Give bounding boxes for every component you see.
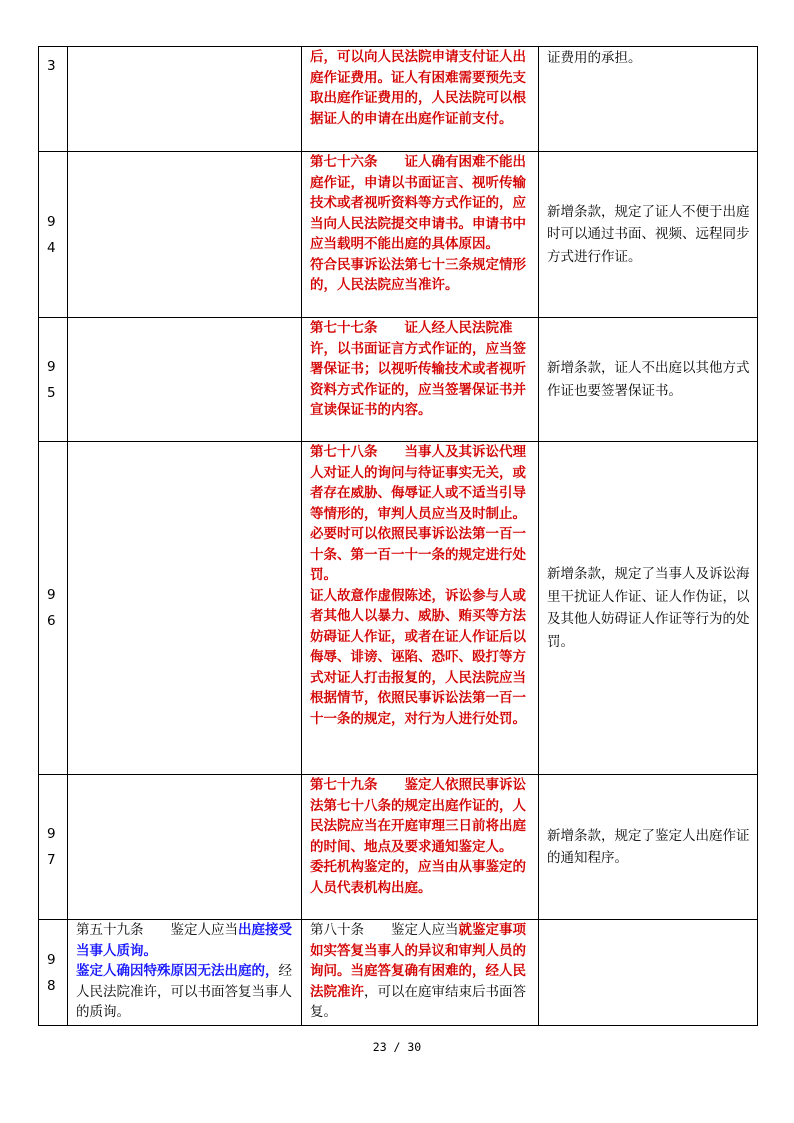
table-row bbox=[39, 442, 758, 775]
new-paragraph bbox=[310, 255, 530, 296]
table-row bbox=[39, 152, 758, 318]
change-note-cell bbox=[539, 442, 758, 775]
change-note-text: 新增条款，证人不出庭以其他方式作证也要签署保证书。 bbox=[547, 360, 750, 399]
row-number-cell bbox=[39, 318, 68, 442]
old-text-segment: 出庭接受当事人质询。 bbox=[76, 922, 292, 959]
row-number-cell bbox=[39, 775, 68, 920]
old-provision-cell bbox=[68, 47, 302, 152]
change-note-cell bbox=[539, 318, 758, 442]
old-provision-cell bbox=[68, 775, 302, 920]
new-text-segment: 第七十七条 证人经人民法院准许，以书面证言方式作证的，应当签署保证书；以视听传输技术或者视听资料方式作证的，应当签署保证书并宣读保证书的内容。 bbox=[310, 320, 526, 418]
new-text-segment: 就鉴定事项如实答复当事人的异议和审判人员的询问。当庭答复确有困难的，经人民法院准许 bbox=[310, 922, 526, 1000]
new-text-segment: 第八十条 鉴定人应当 bbox=[310, 922, 459, 938]
table-row bbox=[39, 775, 758, 920]
new-paragraph bbox=[310, 442, 530, 586]
row-number-digit: 9 bbox=[47, 951, 56, 968]
change-note-cell bbox=[539, 47, 758, 152]
change-note-text: 新增条款，规定了证人不便于出庭时可以通过书面、视频、远程同步方式进行作证。 bbox=[547, 203, 750, 265]
row-number-cell bbox=[39, 442, 68, 775]
new-provision-cell bbox=[302, 318, 539, 442]
old-provision-cell bbox=[68, 318, 302, 442]
row-number-digit: 9 bbox=[47, 826, 56, 842]
new-paragraph bbox=[310, 857, 530, 898]
old-text-segment: 鉴定人确因特殊原因无法出庭的， bbox=[76, 963, 279, 979]
new-text-segment: 符合民事诉讼法第七十三条规定情形的，人民法院应当准许。 bbox=[310, 256, 526, 293]
new-text-segment: 第七十六条 证人确有困难不能出庭作证，申请以书面证言、视听传输技术或者视听资料等方式作证的，应当向人民法院提交申请书。申请书中应当载明不能出庭的具体原因。 bbox=[310, 154, 526, 252]
row-number-digit: 9 bbox=[47, 358, 56, 375]
row-number-digit: 9 bbox=[47, 587, 56, 603]
row-number-cell bbox=[39, 47, 68, 152]
row-number-digit: 4 bbox=[47, 239, 56, 256]
new-provision-cell bbox=[302, 442, 539, 775]
row-number-digit: 7 bbox=[47, 852, 56, 868]
change-note-text: 新增条款，规定了当事人及诉讼海里干扰证人作证、证人作伪证，以及其他人妨碍证人作证等行为的处罚。 bbox=[547, 566, 750, 650]
old-paragraph bbox=[76, 920, 293, 961]
new-text-segment: 委托机构鉴定的，应当由从事鉴定的人员代表机构出庭。 bbox=[310, 859, 526, 896]
row-number-digit: 5 bbox=[47, 384, 56, 401]
table-row bbox=[39, 920, 758, 1026]
new-provision-cell bbox=[302, 775, 539, 920]
new-paragraph bbox=[310, 586, 530, 730]
new-paragraph bbox=[310, 920, 530, 1023]
old-provision-cell bbox=[68, 152, 302, 318]
change-note-cell bbox=[539, 775, 758, 920]
table-row bbox=[39, 47, 758, 152]
old-text-segment: 经人民法院准许，可以书面答复当事人的质询。 bbox=[76, 963, 292, 1020]
row-number-digit: 9 bbox=[47, 213, 56, 230]
old-provision-cell bbox=[68, 920, 302, 1026]
change-note-cell bbox=[539, 152, 758, 318]
change-note-text: 证费用的承担。 bbox=[547, 50, 642, 66]
row-number-digit: 3 bbox=[47, 58, 56, 74]
new-text-segment: 证人故意作虚假陈述，诉讼参与人或者其他人以暴力、威胁、贿买等方法妨碍证人作证，或者在证人作证后以侮辱、诽谤、诬陷、恐吓、殴打等方式对证人打击报复的，人民法院应当根据情节，依照民事诉讼法第一百一十一条的规定，对行为人进行处罚。 bbox=[310, 587, 526, 727]
old-paragraph bbox=[76, 961, 293, 1023]
table-row bbox=[39, 318, 758, 442]
table-body bbox=[39, 47, 758, 1026]
new-paragraph bbox=[310, 775, 530, 857]
comparison-table bbox=[38, 46, 758, 1026]
row-number-cell bbox=[39, 152, 68, 318]
change-note-cell bbox=[539, 920, 758, 1026]
page-number: 23 / 30 bbox=[372, 1040, 422, 1054]
new-text-segment: 第七十八条 当事人及其诉讼代理人对证人的询问与待证事实无关，或者存在威胁、侮辱证人或不适当引导等情形的，审判人员应当及时制止。必要时可以依照民事诉讼法第一百一十条、第一百一十一条的规定进行处罚。 bbox=[310, 444, 526, 583]
new-text-segment: 后，可以向人民法院申请支付证人出庭作证费用。证人有困难需要预先支取出庭作证费用的，人民法院可以根据证人的申请在出庭作证前支付。 bbox=[310, 49, 526, 127]
old-text-segment: 第五十九条 鉴定人应当 bbox=[76, 922, 238, 938]
row-number-cell bbox=[39, 920, 68, 1026]
row-number-digit: 6 bbox=[47, 613, 56, 629]
old-provision-cell bbox=[68, 442, 302, 775]
new-paragraph bbox=[310, 152, 530, 255]
new-provision-cell bbox=[302, 47, 539, 152]
new-text-segment: ，可以在庭审结束后书面答复。 bbox=[310, 983, 526, 1020]
row-number-digit: 8 bbox=[47, 977, 56, 994]
change-note-text: 新增条款，规定了鉴定人出庭作证的通知程序。 bbox=[547, 827, 750, 866]
new-paragraph bbox=[310, 318, 530, 421]
new-provision-cell bbox=[302, 920, 539, 1026]
new-provision-cell bbox=[302, 152, 539, 318]
new-paragraph bbox=[310, 47, 530, 129]
new-text-segment: 第七十九条 鉴定人依照民事诉讼法第七十八条的规定出庭作证的，人民法院应当在开庭审理三日前将出庭的时间、地点及要求通知鉴定人。 bbox=[310, 777, 526, 855]
